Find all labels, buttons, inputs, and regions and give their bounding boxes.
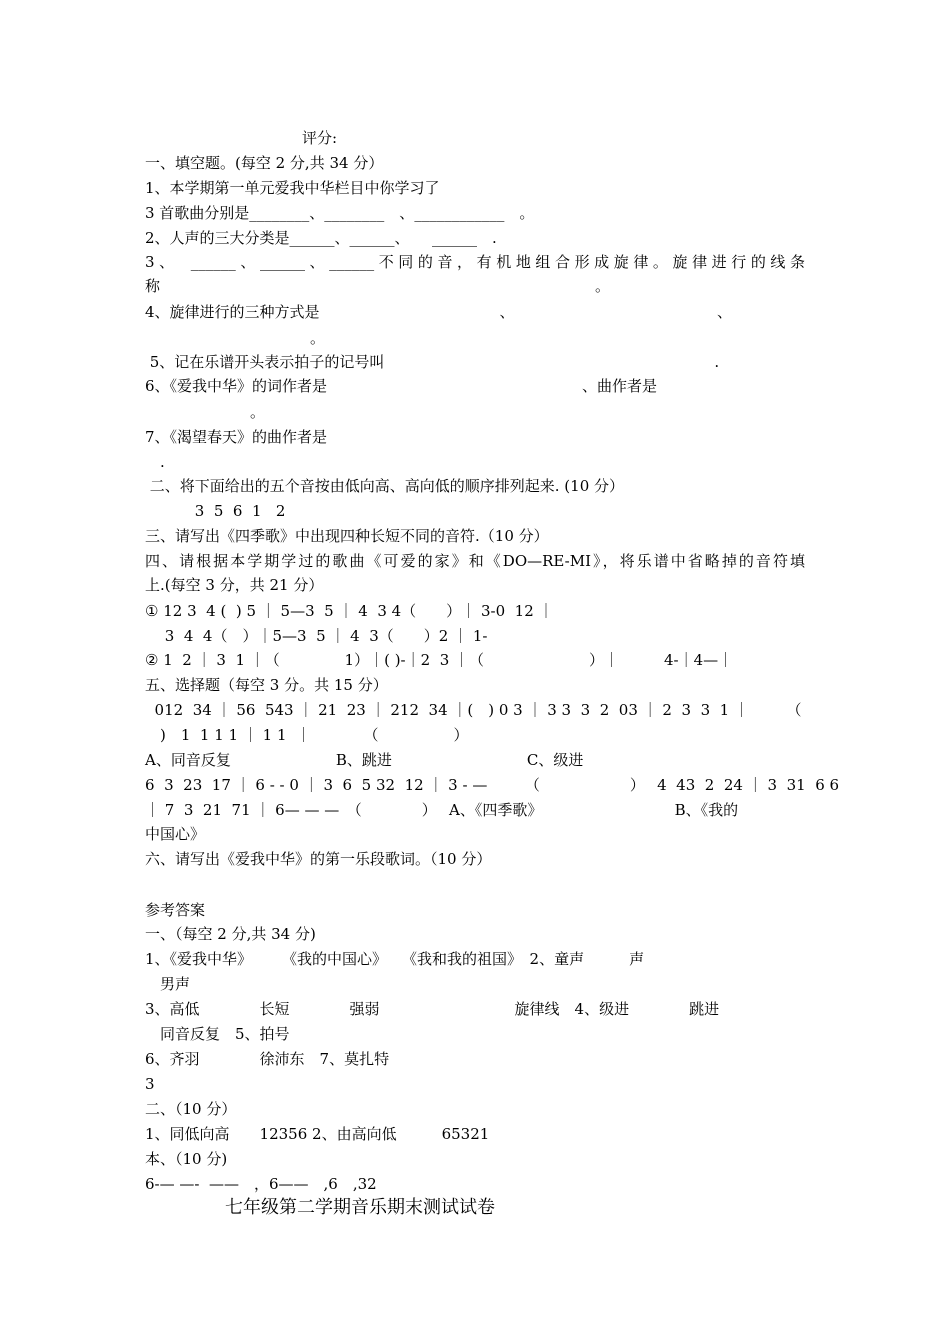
question-7-line-2: . <box>145 453 165 471</box>
section-4-score-1-line-1: ① 12 3 4 ( ) 5 ｜ 5—3 5 ｜ 4 3 4（ ）｜ 3-0 12 ｜ <box>145 602 554 620</box>
question-3-line-2: 称 。 <box>145 277 611 295</box>
answer-1-heading: 一、（每空 2 分,共 34 分) <box>145 925 316 943</box>
exam-title: 七年级第二学期音乐期末测试试卷 <box>225 1197 495 1218</box>
answer-1-line-2: 男声 <box>145 975 191 993</box>
section-5-score-2-line-1: 6 3 23 17 ｜ 6 - - 0 ｜ 3 6 5 32 12 ｜ 3 - — （ ） 4 43 2 24 ｜ 3 31 6 6 <box>145 776 840 794</box>
section-5-options: A、同音反复 B、跳进 C、级进 <box>145 751 584 769</box>
question-5: 5、记在乐谱开头表示拍子的记号叫 . <box>145 353 720 371</box>
question-4-line-2: 。 <box>145 329 326 347</box>
section-5-score-2-line-3: 中国心》 <box>145 825 206 843</box>
answer-2-line-1: 1、同低向高 12356 2、由高向低 65321 <box>145 1125 490 1143</box>
answer-1-line-5: 6、齐羽 徐沛东 7、莫扎特 <box>145 1050 390 1068</box>
section-4-heading-line-1: 四、请根据本学期学过的歌曲《可爱的家》和《DO—RE-MI》，将乐谱中省略掉的音符填 <box>145 552 805 570</box>
section-2-heading: 二、将下面给出的五个音按由低向高、高向低的顺序排列起来. (10 分） <box>145 477 625 495</box>
answer-3-heading: 本、（10 分) <box>145 1150 228 1168</box>
answer-2-heading: 二、（10 分） <box>145 1100 237 1118</box>
question-4-line-1: 4、旋律进行的三种方式是 、 、 <box>145 303 733 321</box>
section-4-heading-line-2: 上.(每空 3 分，共 21 分） <box>145 576 324 594</box>
answer-1-line-4: 同音反复 5、拍号 <box>145 1025 290 1043</box>
score-label: 评分: <box>302 129 338 147</box>
answer-1-line-6: 3 <box>145 1075 155 1093</box>
section-4-score-1-line-2: 3 4 4（ ）｜5—3 5 ｜ 4 3（ ）2 ｜ 1- <box>145 627 488 645</box>
section-3-heading: 三、请写出《四季歌》中出现四种长短不同的音符.（10 分） <box>145 527 549 545</box>
answer-3-line-1: 6-— —- —— ，6—— ,6 ,32 <box>145 1175 377 1193</box>
answer-1-line-1: 1、《爱我中华》 《我的中国心》 《我和我的祖国》 2、童声 声 <box>145 950 645 968</box>
section-6-heading: 六、请写出《爱我中华》的第一乐段歌词。（10 分） <box>145 850 492 868</box>
question-2: 2、人声的三大分类是______、______、 ______ . <box>145 229 497 247</box>
question-7-line-1: 7、《渴望春天》的曲作者是 <box>145 428 328 446</box>
section-5-heading: 五、选择题（每空 3 分。共 15 分） <box>145 676 388 694</box>
question-6-line-1: 6、《爱我中华》的词作者是 、曲作者是 <box>145 377 658 395</box>
section-5-score-1-line-2: ) 1 1 1 1 ｜ 1 1 ｜ （ ） <box>145 726 469 744</box>
section-5-score-1-line-1: 012 34 ｜ 56 543 ｜ 21 23 ｜ 212 34 ｜( ) 0 3 ｜ 3 3 3 2 03 ｜ 2 3 3 1 ｜ （ <box>145 701 802 719</box>
section-4-score-2: ② 1 2 ｜ 3 1 ｜（ 1）｜( )-｜2 3 ｜（ ）｜ 4-｜4—｜ <box>145 651 734 669</box>
question-6-line-2: 。 <box>145 403 266 421</box>
question-3-line-1: 3、 ______、______、______不同的音，有机地组合形成旋律。旋律进行的线条 <box>145 253 805 271</box>
answer-key-heading: 参考答案 <box>145 901 206 919</box>
section-1-heading: 一、填空题。(每空 2 分,共 34 分） <box>145 154 384 172</box>
section-2-notes: 3 5 6 1 2 <box>145 502 286 520</box>
section-5-score-2-line-2: ｜ 7 3 21 71 ｜ 6— — — （ ） A、《四季歌》 B、《我的 <box>145 801 739 819</box>
question-1-line-1: 1、本学期第一单元爱我中华栏目中你学习了 <box>145 179 440 197</box>
question-1-line-2: 3 首歌曲分别是________、________ 、____________ 。 <box>145 204 535 222</box>
answer-1-line-3: 3、高低 长短 强弱 旋律线 4、级进 跳进 <box>145 1000 720 1018</box>
